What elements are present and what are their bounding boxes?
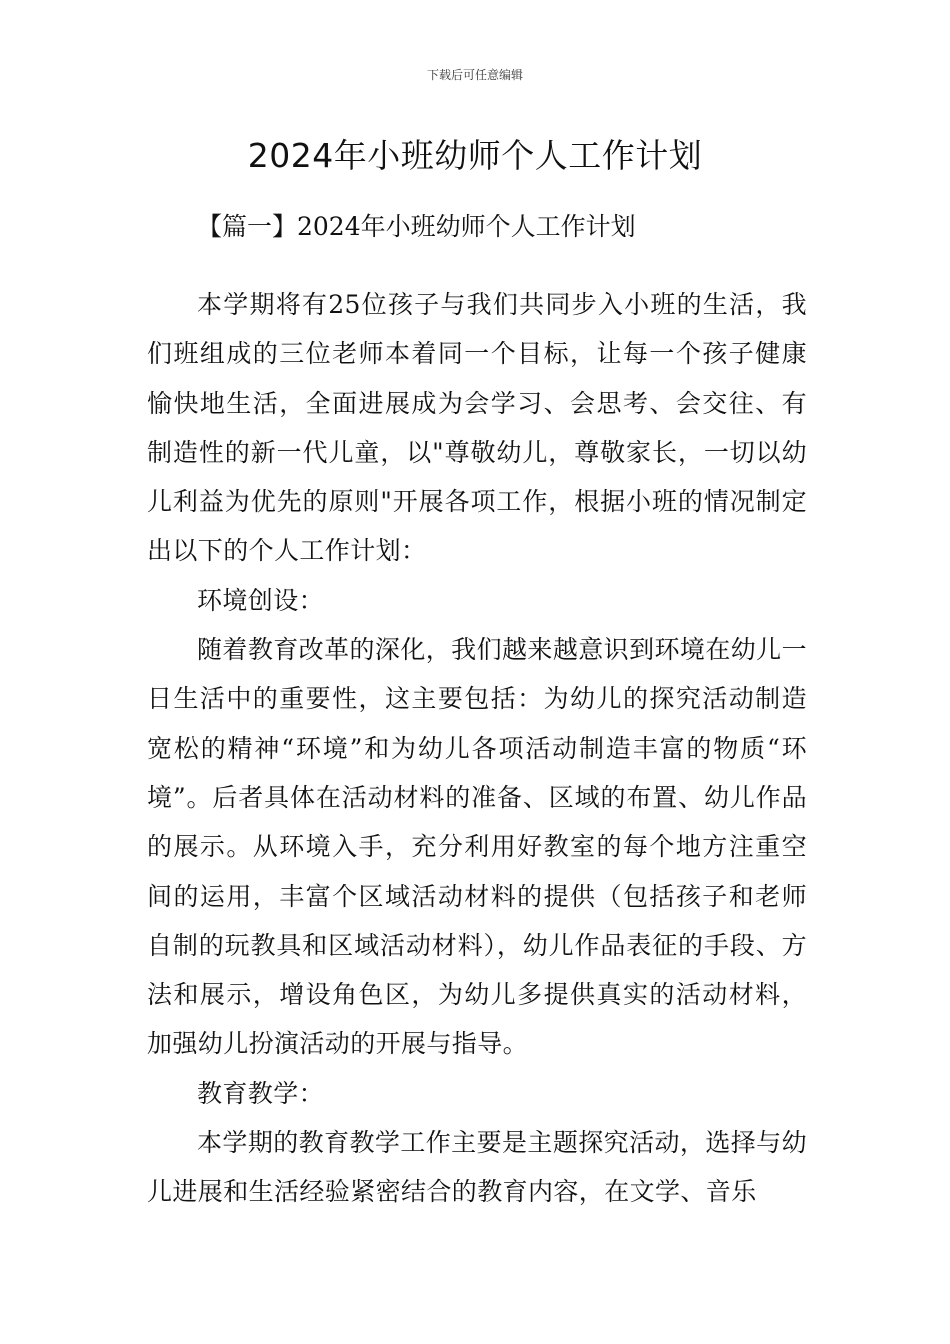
section-heading: 【篇一】2024年小班幼师个人工作计划	[197, 212, 636, 241]
paragraph-teaching: 本学期的教育教学工作主要是主题探究活动，选择与幼儿进展和生活经验紧密结合的教育内容，在文学、音乐	[147, 1128, 807, 1207]
paragraph-environment: 随着教育改革的深化，我们越来越意识到环境在幼儿一日生活中的重要性，这主要包括：为幼儿的探究活动制造宽松的精神“环境”和为幼儿各项活动制造丰富的物质“环境”。后者具体在活动材料的准备、区域的布置、幼儿作品的展示。从环境入手，充分利用好教室的每个地方注重空间的运用，丰富个区域活动材料的提供（包括孩子和老师自制的玩教具和区域活动材料），幼儿作品表征的手段、方法和展示，增设角色区，为幼儿多提供真实的活动材料，加强幼儿扮演活动的开展与指导。	[147, 635, 807, 1059]
document-title: 2024年小班幼师个人工作计划	[247, 136, 703, 175]
paragraph-intro: 本学期将有25位孩子与我们共同步入小班的生活，我们班组成的三位老师本着同一个目标，让每一个孩子健康愉快地生活，全面进展成为会学习、会思考、会交往、有制造性的新一代儿童，以"尊敬幼儿，尊敬家长，一切以幼儿利益为优先的原则"开展各项工作，根据小班的情况制定出以下的个人工作计划：	[147, 290, 807, 566]
header-note: 下载后可任意编辑	[426, 68, 523, 82]
heading-teaching: 教育教学：	[197, 1078, 325, 1108]
body-text	[147, 280, 807, 1217]
heading-environment: 环境创设：	[197, 585, 325, 615]
